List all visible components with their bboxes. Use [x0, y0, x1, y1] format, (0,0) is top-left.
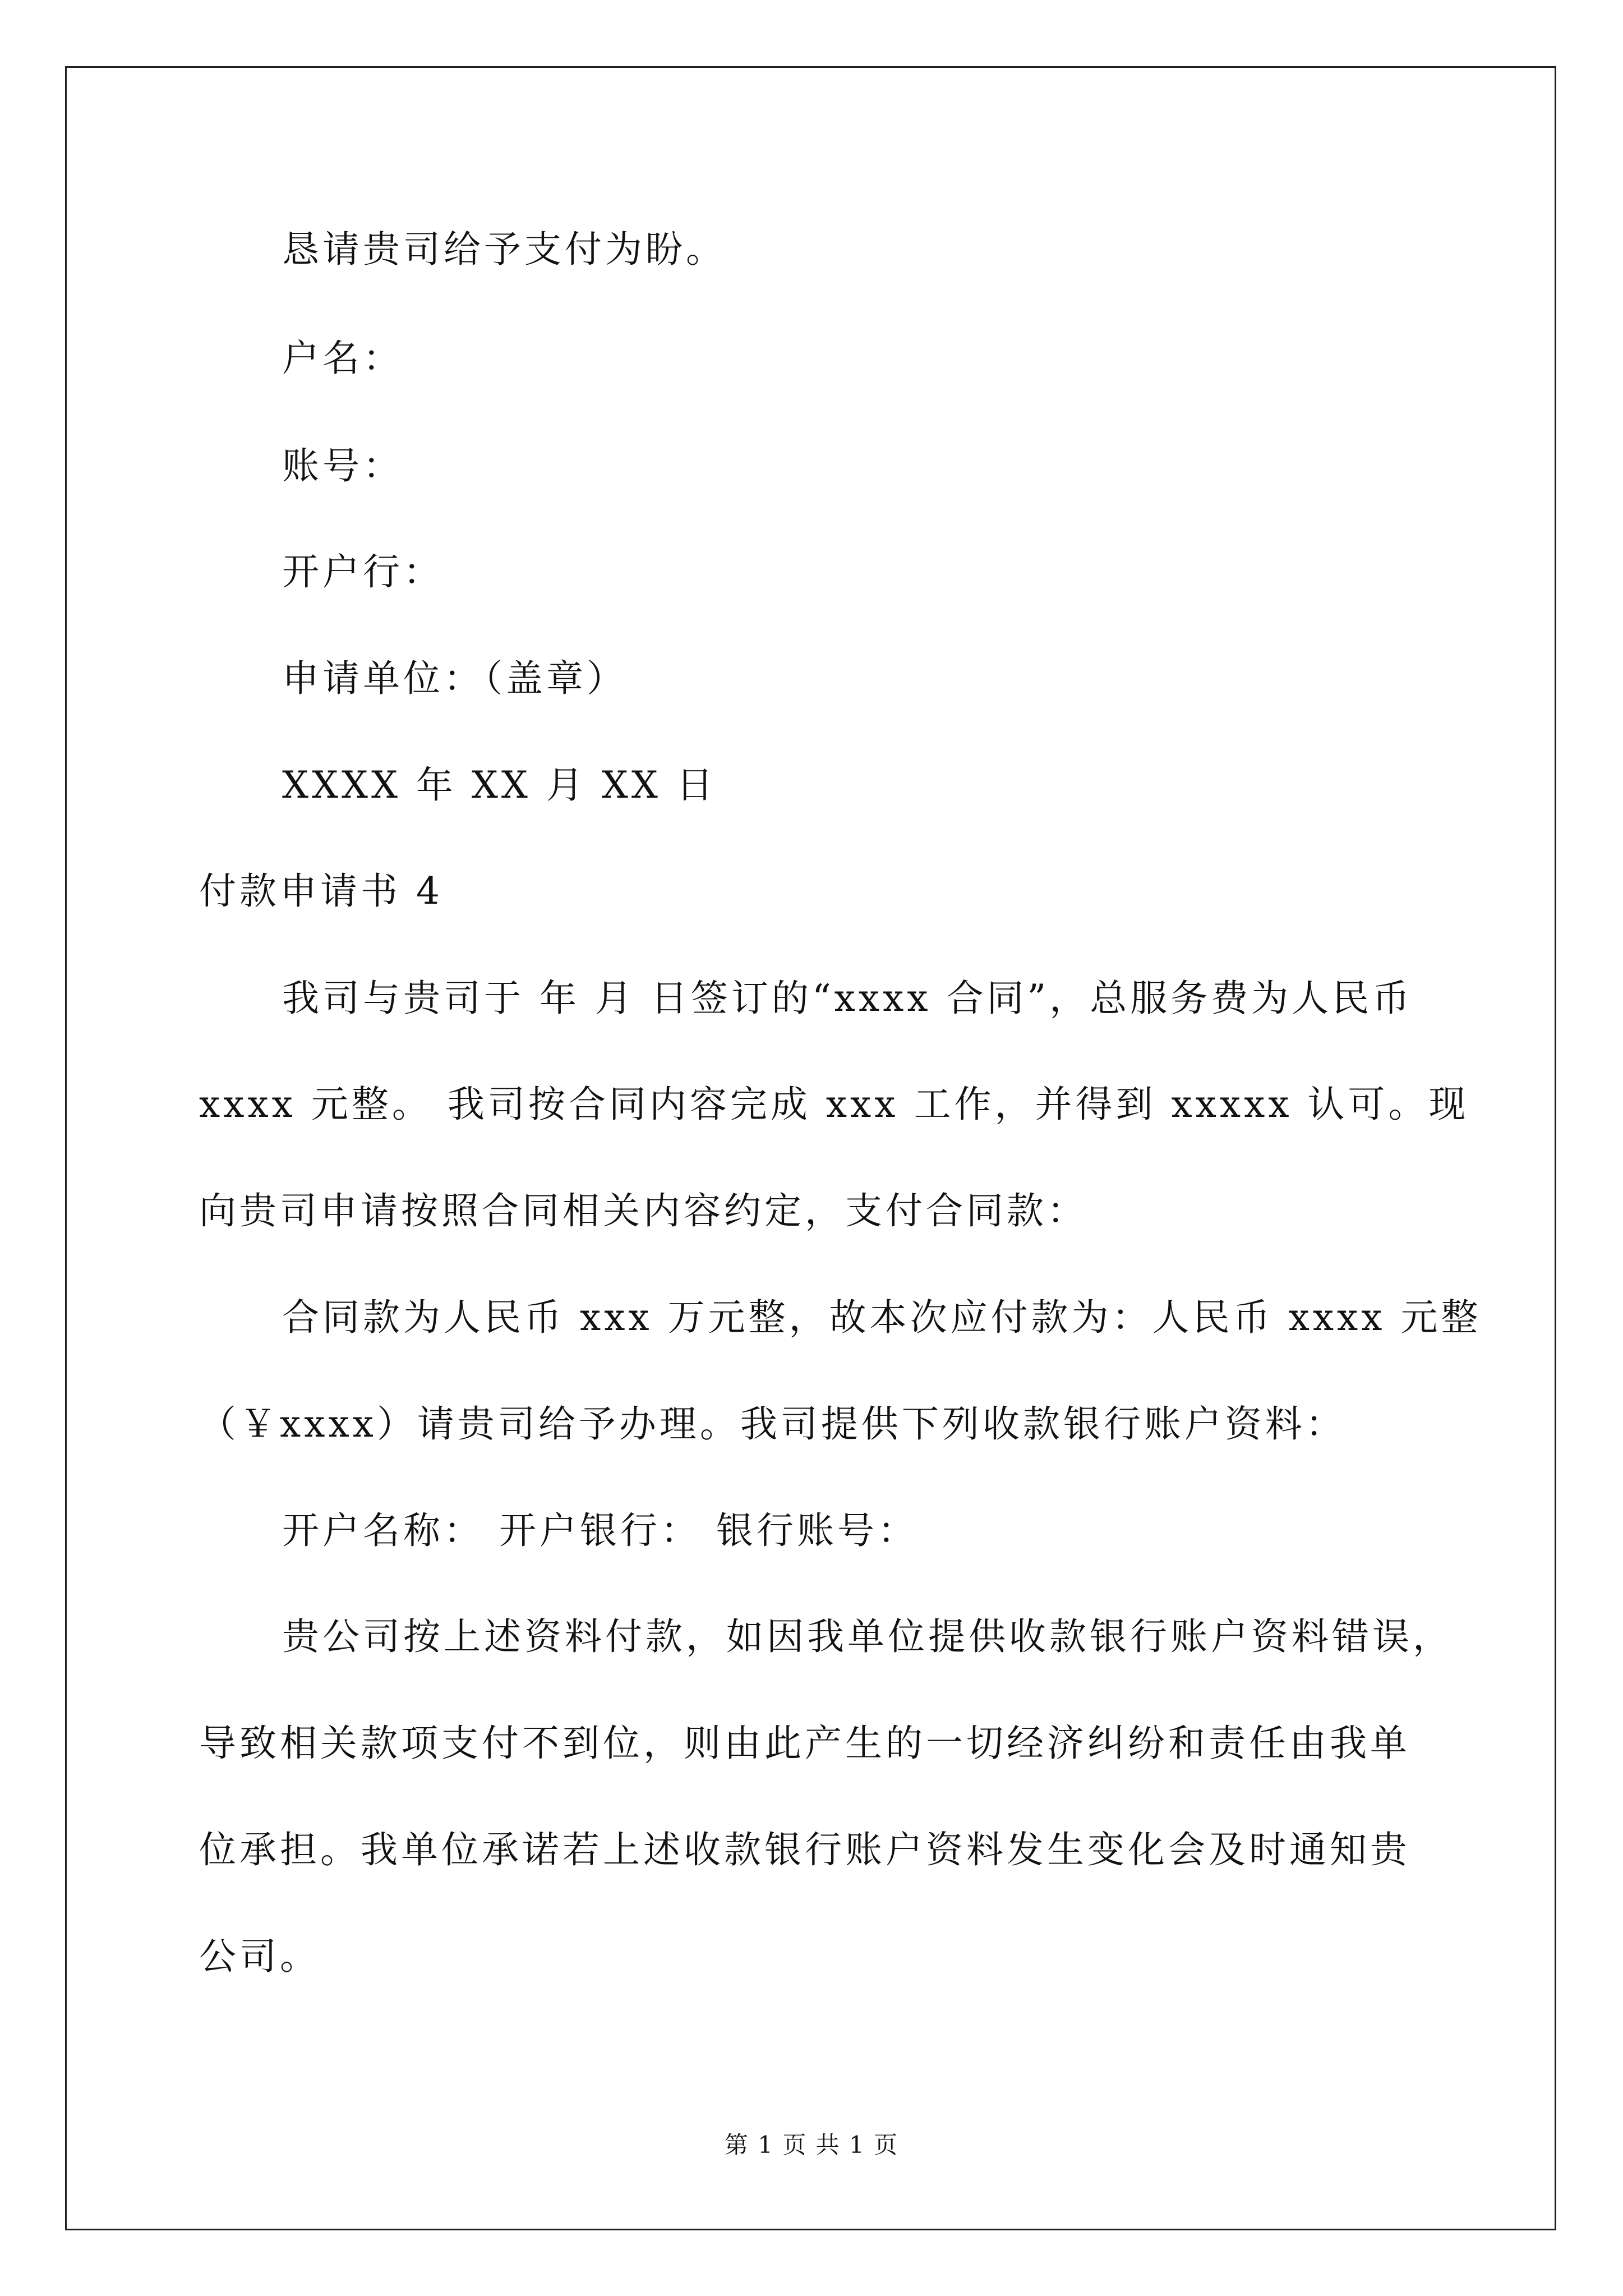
paragraph-line: 贵公司按上述资料付款，如因我单位提供收款银行账户资料错误，	[282, 1615, 1453, 1658]
paragraph-line: 位承担。我单位承诺若上述收款银行账户资料发生变化会及时通知贵	[199, 1828, 1410, 1871]
text-line-applicant-seal: 申请单位：（盖章）	[282, 657, 627, 700]
paragraph-line: 合同款为人民币 xxx 万元整，故本次应付款为：人民币 xxxx 元整	[282, 1296, 1482, 1339]
paragraph-line: 公司。	[199, 1935, 320, 1978]
paragraph-line: 我司与贵司于 年 月 日签订的“xxxx 合同”，总服务费为人民币	[282, 977, 1413, 1020]
paragraph-line: 导致相关款项支付不到位，则由此产生的一切经济纠纷和责任由我单	[199, 1722, 1410, 1765]
page-border	[65, 66, 1556, 2230]
paragraph-line: 向贵司申请按照合同相关内容约定，支付合同款：	[199, 1189, 1087, 1232]
text-line-payment-request: 恳请贵司给予支付为盼。	[282, 228, 726, 271]
text-line-bank: 开户行：	[282, 550, 444, 593]
paragraph-line: xxxx 元整。 我司按合同内容完成 xxx 工作，并得到 xxxxx 认可。现	[199, 1083, 1469, 1126]
text-line-bank-fields: 开户名称： 开户银行： 银行账号：	[282, 1509, 918, 1552]
text-line-account-name: 户名：	[282, 337, 403, 380]
page-footer: 第 1 页 共 1 页	[724, 2131, 899, 2159]
text-line-account-number: 账号：	[282, 444, 403, 487]
paragraph-line: （￥xxxx）请贵司给予办理。我司提供下列收款银行账户资料：	[199, 1402, 1346, 1446]
section-title: 付款申请书 4	[199, 869, 443, 913]
text-line-date: XXXX 年 XX 月 XX 日	[282, 763, 717, 807]
